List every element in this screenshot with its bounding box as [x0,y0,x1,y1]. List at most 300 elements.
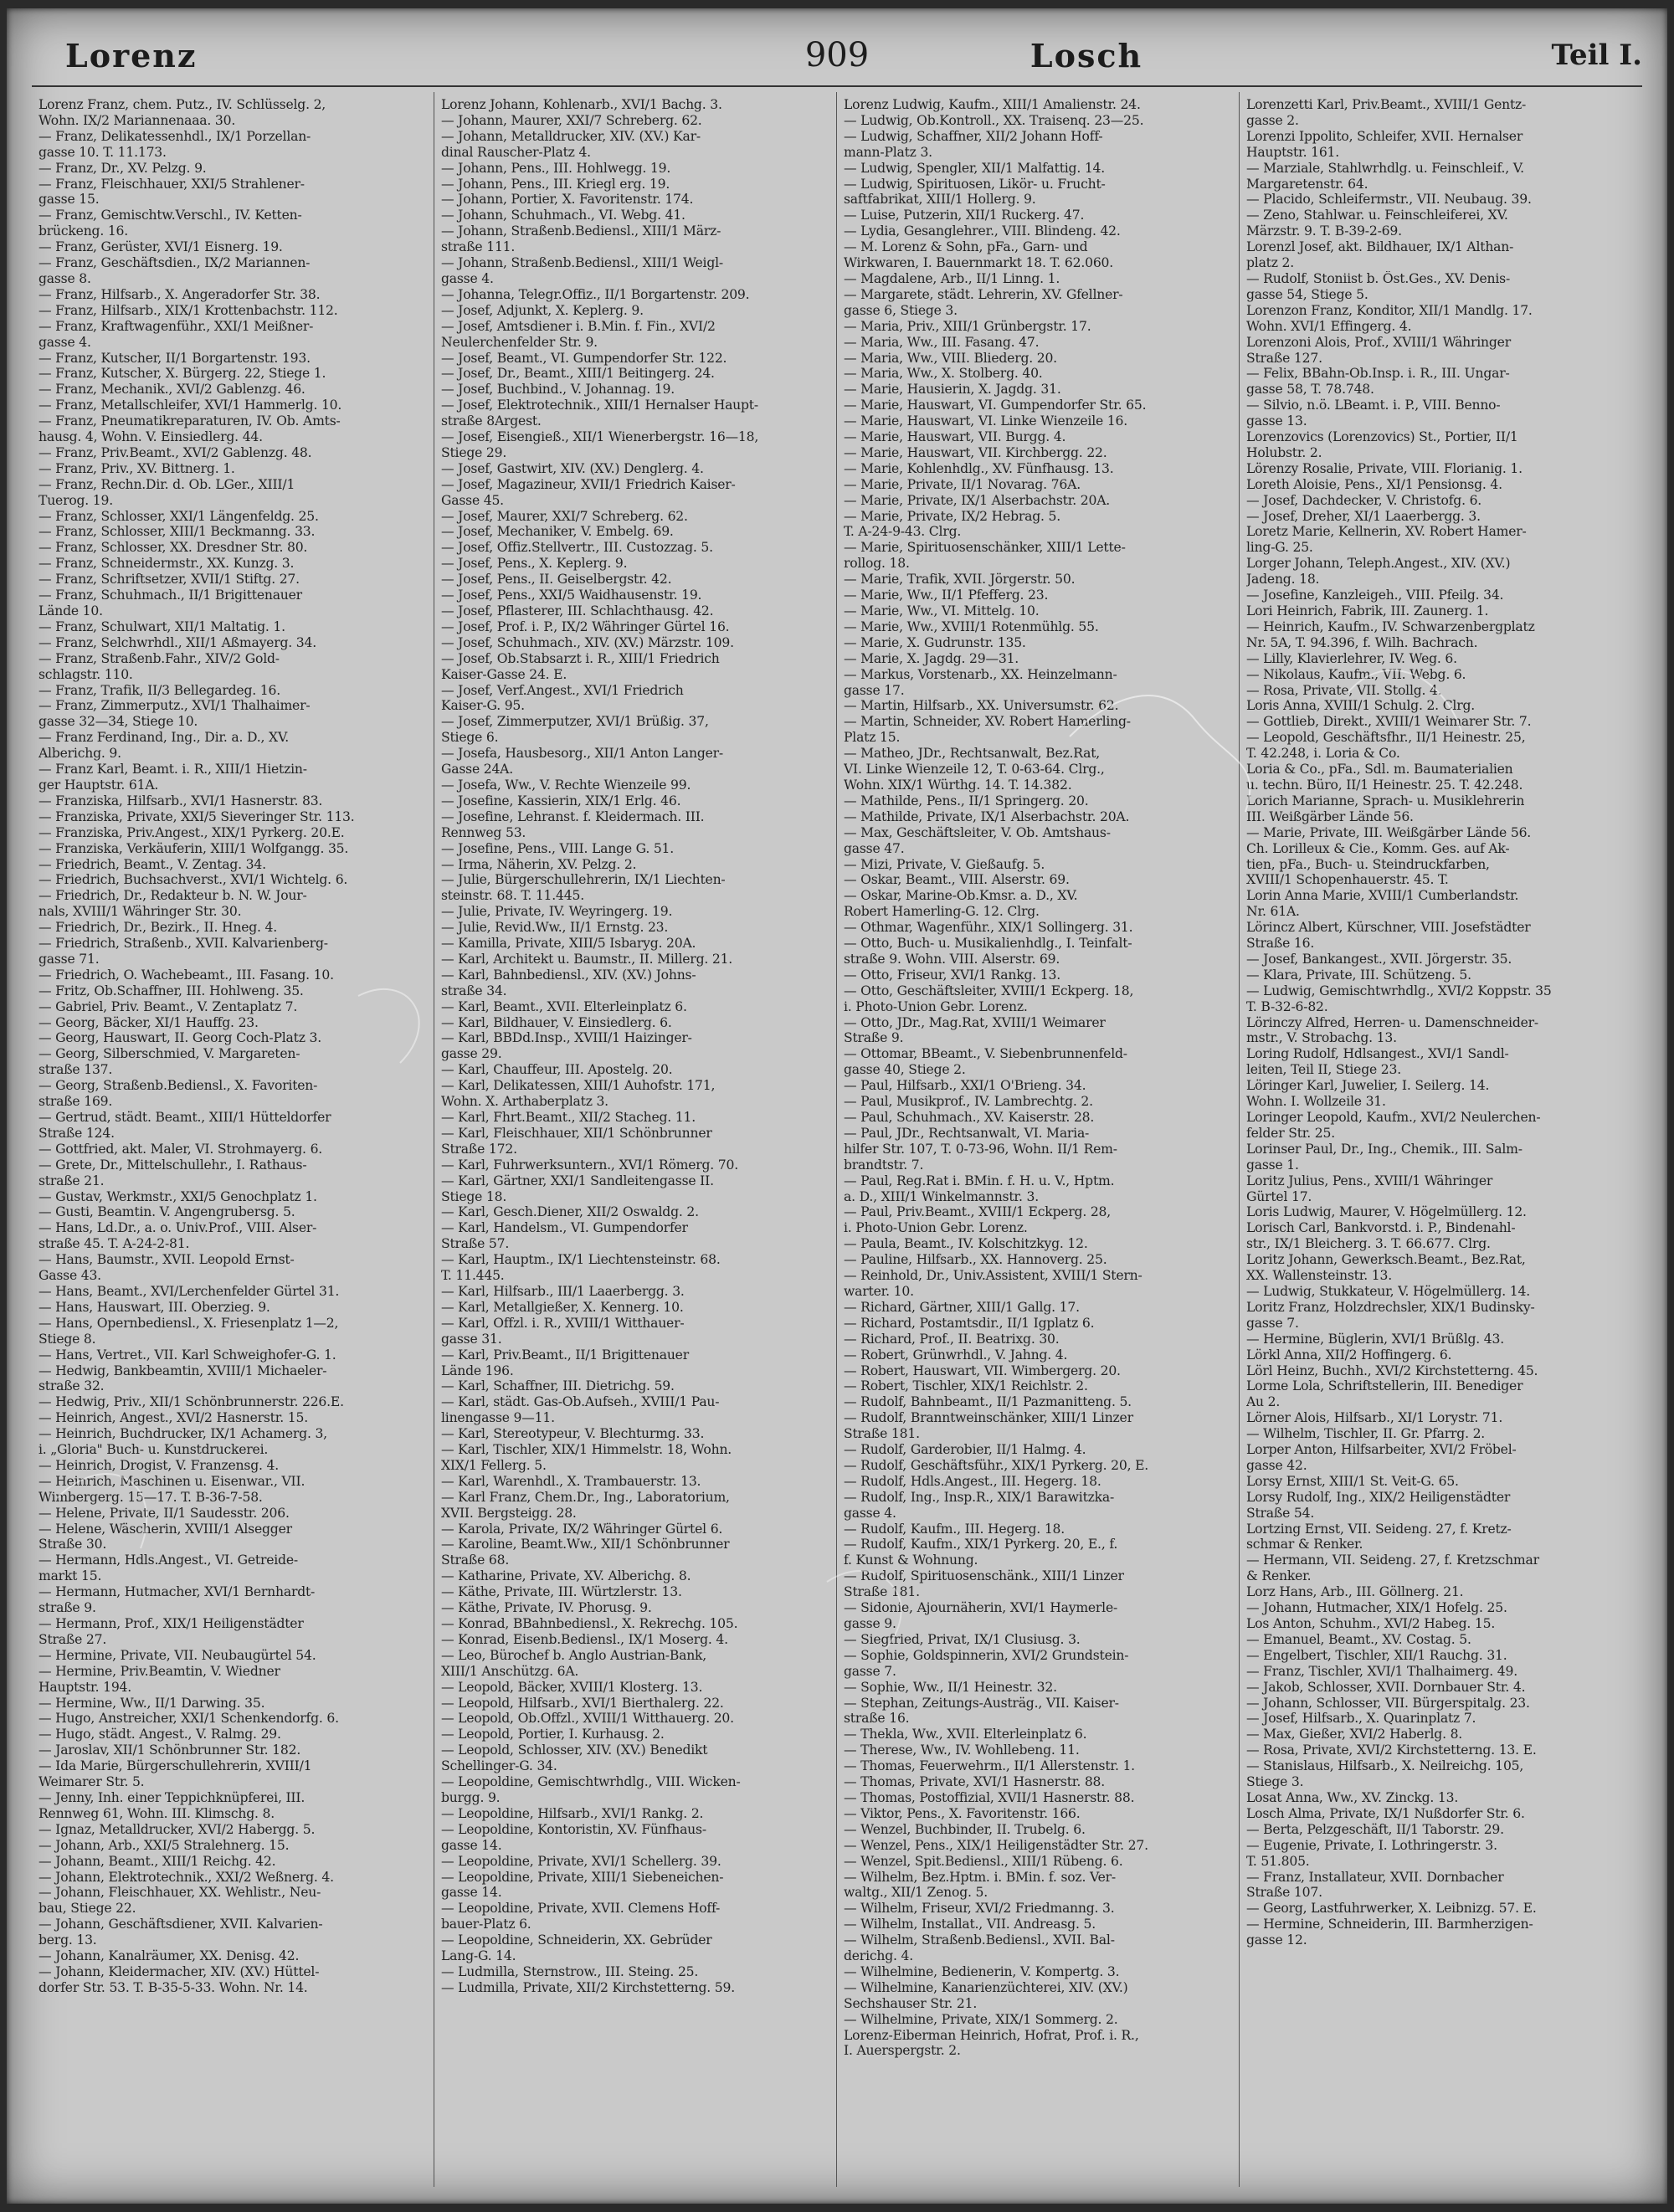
directory-entry-line: — Heinrich, Maschinen u. Eisenwar., VII. [39,1473,306,1489]
directory-entry-line: — Leopold, Portier, I. Kurhausg. 2. [441,1727,665,1742]
directory-entry-line: — Hermann, VII. Seideng. 27, f. Kretzschmar [1246,1553,1539,1568]
directory-entry-line: — Marie, Spirituosenschänker, XIII/1 Lette- [844,540,1126,556]
directory-entry-line: — Franz, Fleischhauer, XXI/5 Strahlener- [39,176,305,192]
directory-entry-line: Wohn. I. Wollzeile 31. [1246,1094,1386,1110]
directory-entry-line: straße 16. [844,1711,910,1727]
directory-entry-line: — Robert, Grünwrhdl., V. Jahng. 4. [844,1347,1068,1363]
directory-entry-line: — Franz, Pneumatikreparaturen, IV. Ob. Amts- [39,413,341,429]
directory-entry-line: Straße 54. [1246,1505,1315,1521]
directory-entry-line: — Karl, Bildhauer, V. Einsiedlerg. 6. [441,1014,672,1030]
directory-entry-line: — Jaroslav, XII/1 Schönbrunner Str. 182. [39,1742,301,1758]
directory-entry-line: — Johann, Schuhmach., VI. Webg. 41. [441,208,686,223]
directory-entry-line: — Maria, Ww., III. Fasang. 47. [844,334,1040,350]
directory-entry-line: — Johann, Kanalräumer, XX. Denisg. 42. [39,1948,300,1964]
directory-entry-line: III. Weißgärber Lände 56. [1246,808,1414,824]
directory-entry-line: — Marie, X. Jagdg. 29—31. [844,650,1019,666]
directory-entry-line: schlagstr. 110. [39,666,133,682]
directory-entry-line: — Karl, Hilfsarb., III/1 Laaerbergg. 3. [441,1283,685,1299]
directory-entry-line: — Markus, Vorstenarb., XX. Heinzelmann- [844,666,1117,682]
directory-entry-line: gasse 29. [441,1046,502,1062]
directory-entry-line: — Karl, Architekt u. Baumstr., II. Millerg. 21. [441,951,733,967]
directory-entry-line: — Katharine, Private, XV. Alberichg. 8. [441,1568,691,1584]
directory-entry-line: T. 11.445. [441,1268,505,1284]
directory-entry-line: — Thomas, Private, XVI/1 Hasnerstr. 88. [844,1774,1106,1790]
directory-entry-line: — Franz, Trafik, II/3 Bellegardeg. 16. [39,682,280,698]
directory-entry-line: — Kamilla, Private, XIII/5 Isbaryg. 20A. [441,936,696,952]
column-1 [32,92,434,2187]
directory-entry-line: dorfer Str. 53. T. B-35-5-33. Wohn. Nr. 14. [39,1979,308,1995]
directory-entry-line: — Josefine, Kanzleigeh., VIII. Pfeilg. 34. [1246,588,1504,603]
directory-entry-line: Lörinczy Alfred, Herren- u. Damenschneider- [1246,1014,1538,1030]
directory-entry-line: Lorenz Johann, Kohlenarb., XVI/1 Bachg. 3. [441,97,722,112]
directory-entry-line: bauer-Platz 6. [441,1917,531,1932]
directory-entry-line: Lorisch Carl, Bankvorstd. i. P., Bindenahl- [1246,1220,1516,1236]
directory-entry-line: — Max, Gießer, XVI/2 Haberlg. 8. [1246,1727,1463,1742]
directory-entry-line: — Viktor, Pens., X. Favoritenstr. 166. [844,1805,1081,1821]
directory-entry-line: — Johann, Straßenb.Bediensl., XIII/1 März- [441,223,721,239]
directory-entry-line: — Franz, Gemischtw.Verschl., IV. Ketten- [39,208,302,223]
directory-entry-line: — Karl, städt. Gas-Ob.Aufseh., XVIII/1 Pau- [441,1394,720,1410]
directory-entry-line: VI. Linke Wienzeile 12, T. 0-63-64. Clrg., [844,762,1105,778]
directory-entry-line: — Franz, Metallschleifer, XVI/1 Hammerlg. 10. [39,398,342,413]
directory-entry-line: — Franz, Tischler, XVI/1 Thalhaimerg. 49. [1246,1663,1518,1679]
directory-entry-line: a. D., XIII/1 Winkelmannstr. 3. [844,1188,1039,1204]
directory-entry-line: — Karl, Gärtner, XXI/1 Sandleitengasse II. [441,1173,714,1188]
directory-entry-line: — Josef, Pens., X. Keplerg. 9. [441,556,628,572]
column-4 [1240,92,1642,2187]
directory-entry-line: Sechshauser Str. 21. [844,1995,978,2011]
directory-entry-line: Lorenzoni Alois, Prof., XVIII/1 Währinger [1246,334,1511,350]
directory-entry-line: warter. 10. [844,1283,914,1299]
directory-entry-line: Gasse 24A. [441,762,514,778]
directory-entry-line: — Franz, Gerüster, XVI/1 Eisnerg. 19. [39,239,283,255]
directory-entry-line: — Josef, Zimmerputzer, XVI/1 Brüßig. 37, [441,714,709,730]
directory-entry-line: — Gottlieb, Direkt., XVIII/1 Weimarer Str. 7. [1246,714,1532,730]
directory-entry-line: Lorme Lola, Schriftstellerin, III. Benediger [1246,1378,1523,1394]
directory-entry-line: — Johann, Pens., III. Kriegl erg. 19. [441,176,670,192]
directory-entry-line: Lorenz-Eiberman Heinrich, Hofrat, Prof. i. R., [844,2027,1139,2043]
directory-entry-line: — Leopoldine, Kontoristin, XV. Fünfhaus- [441,1821,706,1837]
directory-entry-line: Lände 196. [441,1363,514,1378]
directory-entry-line: — Hugo, Anstreicher, XXI/1 Schenkendorfg. 6. [39,1711,339,1727]
directory-entry-line: — Johann, Pens., III. Hohlwegg. 19. [441,160,671,176]
directory-entry-line: gasse 14. [441,1837,502,1853]
directory-entry-line: — Robert, Hauswart, VII. Wimbergerg. 20. [844,1363,1121,1378]
directory-entry-line: — Karoline, Beamt.Ww., XII/1 Schönbrunner [441,1537,730,1553]
directory-entry-line: — Franz, Delikatessenhdl., IX/1 Porzellan- [39,128,311,144]
directory-entry-line: & Renker. [1246,1568,1312,1584]
directory-entry-line: — Karl Franz, Chem.Dr., Ing., Laboratorium, [441,1489,730,1505]
directory-entry-line: — Marie, Private, III. Weißgärber Lände 56. [1246,824,1532,840]
directory-entry-line: Lorin Anna Marie, XVIII/1 Cumberlandstr. [1246,888,1519,904]
directory-entry-line: Lorenz Franz, chem. Putz., IV. Schlüsselg. 2, [39,97,326,112]
directory-entry-line: Lörkl Anna, XII/2 Hoffingerg. 6. [1246,1347,1452,1363]
directory-entry-line: — Gusti, Beamtin. V. Angengrubersg. 5. [39,1204,295,1220]
directory-entry-line: Holubstr. 2. [1246,444,1322,460]
directory-entry-line: Wohn. IX/2 Mariannenaaa. 30. [39,112,236,128]
directory-entry-line: Straße 30. [39,1537,107,1553]
directory-entry-line: — Hedwig, Bankbeamtin, XVIII/1 Michaeler- [39,1363,327,1378]
directory-entry-line: — Paul, Hilfsarb., XXI/1 O'Brieng. 34. [844,1078,1086,1094]
directory-entry-line: Lörl Heinz, Buchh., XVI/2 Kirchstetterng. 45. [1246,1363,1538,1378]
column-2 [434,92,837,2187]
directory-entry-line: — Karl, Metallgießer, X. Kennerg. 10. [441,1299,684,1315]
directory-entry-line: Lorich Marianne, Sprach- u. Musiklehrerin [1246,793,1525,808]
directory-entry-line: T. 42.248, i. Loria & Co. [1246,746,1400,762]
directory-entry-line: — Heinrich, Kaufm., IV. Schwarzenbergplatz [1246,618,1535,634]
directory-entry-line: — Gustav, Werkmstr., XXI/5 Genochplatz 1. [39,1188,317,1204]
directory-entry-line: — Leopoldine, Hilfsarb., XVI/1 Rankg. 2. [441,1805,704,1821]
directory-entry-line: Wohn. X. Arthaberplatz 3. [441,1094,608,1110]
directory-entry-line: — Oskar, Beamt., VIII. Alserstr. 69. [844,872,1070,888]
directory-entry-line: — Ignaz, Metalldrucker, XVI/2 Habergg. 5. [39,1821,316,1837]
directory-entry-line: — Friedrich, O. Wachebeamt., III. Fasang. 10. [39,967,334,983]
directory-entry-line: gasse 15. [39,192,100,208]
directory-entry-line: mstr., V. Strobachg. 13. [1246,1030,1397,1046]
directory-entry-line: Straße 172. [441,1141,517,1157]
directory-entry-line: — Josef, Elektrotechnik., XIII/1 Hernalser Haupt- [441,398,758,413]
directory-entry-line: — M. Lorenz & Sohn, pFa., Garn- und [844,239,1088,255]
directory-entry-line: — Jenny, Inh. einer Teppichknüpferei, III. [39,1789,306,1805]
directory-entry-line: — Engelbert, Tischler, XII/1 Rauchg. 31. [1246,1647,1507,1663]
directory-entry-line: — Franz, Schneidermstr., XX. Kunzg. 3. [39,556,295,572]
directory-entry-line: Gürtel 17. [1246,1188,1312,1204]
directory-entry-line: straße 8Argest. [441,413,542,429]
directory-entry-line: i. Photo-Union Gebr. Lorenz. [844,998,1028,1014]
directory-entry-line: — Franz Ferdinand, Ing., Dir. a. D., XV. [39,730,290,746]
directory-entry-line: — Karl, Warenhdl., X. Trambauerstr. 13. [441,1473,701,1489]
directory-entry-line: — Franz, Rechn.Dir. d. Ob. LGer., XIII/1 [39,476,295,492]
directory-entry-line: — Hermine, Private, VII. Neubaugürtel 54. [39,1647,316,1663]
directory-entry-line: — Josef, Eisengieß., XII/1 Wienerbergstr. 16—18, [441,429,759,445]
directory-entry-line: Robert Hamerling-G. 12. Clrg. [844,904,1040,920]
directory-entry-line: — Karl, Priv.Beamt., II/1 Brigittenauer [441,1347,689,1363]
directory-entry-line: gasse 40, Stiege 2. [844,1062,966,1078]
directory-entry-line: XIX/1 Fellerg. 5. [441,1457,547,1473]
directory-entry-line: — Stephan, Zeitungs-Austräg., VII. Kaiser- [844,1695,1119,1711]
directory-entry-line: — Marie, Hauswart, VI. Gumpendorfer Str. 65. [844,398,1147,413]
directory-entry-line: — Otto, Buch- u. Musikalienhdlg., I. Teinfalt- [844,936,1132,952]
directory-entry-line: Straße 27. [39,1631,107,1647]
directory-entry-line: ger Hauptstr. 61A. [39,777,159,793]
directory-entry-line: — Rudolf, Bahnbeamt., II/1 Pazmanitteng. 5. [844,1394,1132,1410]
directory-entry-line: Lorenzi Ippolito, Schleifer, XVII. Hernalser [1246,128,1523,144]
directory-entry-line: — Mathilde, Pens., II/1 Springerg. 20. [844,793,1089,808]
directory-entry-line: burgg. 9. [441,1789,501,1805]
directory-entry-line: — Josef, Gastwirt, XIV. (XV.) Denglerg. 4. [441,460,704,476]
directory-entry-line: — Rudolf, Ing., Insp.R., XIX/1 Barawitzka- [844,1489,1115,1505]
directory-entry-line: — Marie, Ww., II/1 Pfefferg. 23. [844,588,1049,603]
directory-entry-line: — Karl, Fhrt.Beamt., XII/2 Stacheg. 11. [441,1110,696,1125]
directory-entry-line: — Marie, Private, IX/2 Hebrag. 5. [844,508,1060,524]
directory-entry-line: — Hermann, Hdls.Angest., VI. Getreide- [39,1553,298,1568]
directory-entry-line: bau, Stiege 22. [39,1901,136,1917]
directory-entry-line: — Marie, X. Gudrunstr. 135. [844,634,1026,650]
directory-entry-line: — Leo, Bürochef b. Anglo Austrian-Bank, [441,1647,707,1663]
directory-entry-line: — Pauline, Hilfsarb., XX. Hannoverg. 25. [844,1252,1107,1268]
directory-entry-line: — Hedwig, Priv., XII/1 Schönbrunnerstr. 226.E. [39,1394,344,1410]
directory-entry-line: — Marie, Private, II/1 Novarag. 76A. [844,476,1081,492]
directory-entry-line: berg. 13. [39,1932,97,1948]
directory-entry-line: — Johann, Straßenb.Bediensl., XIII/1 Weigl- [441,255,723,271]
directory-entry-line: Loris Anna, XVIII/1 Schulg. 2. Clrg. [1246,698,1476,714]
directory-entry-line: gasse 4. [39,334,91,350]
directory-entry-line: nals, XVIII/1 Währinger Str. 30. [39,904,242,920]
directory-entry-line: gasse 7. [1246,1315,1299,1331]
directory-entry-line: gasse 4. [844,1505,896,1521]
directory-entry-line: steinstr. 68. T. 11.445. [441,888,584,904]
directory-entry-line: Straße 68. [441,1553,510,1568]
directory-entry-line: — Karl, Fleischhauer, XII/1 Schönbrunner [441,1125,712,1141]
directory-entry-line: — Johann, Portier, X. Favoritenstr. 174. [441,192,694,208]
directory-entry-line: — Leopold, Bäcker, XVIII/1 Klosterg. 13. [441,1679,703,1695]
directory-entry-line: — Rosa, Private, VII. Stollg. 4. [1246,682,1442,698]
directory-entry-line: — Josefine, Pens., VIII. Lange G. 51. [441,840,675,856]
directory-entry-line: — Heinrich, Drogist, V. Franzensg. 4. [39,1457,279,1473]
directory-entry-line: — Josefa, Ww., V. Rechte Wienzeile 99. [441,777,691,793]
directory-entry-line: — Karl, BBDd.Insp., XVIII/1 Haizinger- [441,1030,692,1046]
directory-entry-line: — Martin, Schneider, XV. Robert Hamerling- [844,714,1131,730]
directory-entry-line: — Leopoldine, Gemischtwrhdlg., VIII. Wicken- [441,1774,741,1790]
directory-entry-line: — Ludmilla, Private, XII/2 Kirchstetterng. 59. [441,1979,736,1995]
directory-entry-line: — Josef, Schuhmach., XIV. (XV.) Märzstr. 109. [441,634,734,650]
directory-entry-line: Lorenz Ludwig, Kaufm., XIII/1 Amalienstr. 24. [844,97,1141,112]
directory-entry-line: — Mizi, Private, V. Gießaufg. 5. [844,856,1045,872]
directory-entry-line: — Leopold, Hilfsarb., XVI/1 Bierthalerg. 22. [441,1695,724,1711]
directory-entry-line: — Hermine, Schneiderin, III. Barmherzigen- [1246,1917,1533,1932]
directory-entry-line: — Wilhelmine, Kanarienzüchterei, XIV. (XV.) [844,1979,1128,1995]
directory-entry-line: gasse 1. [1246,1157,1299,1173]
directory-entry-line: — Georg, Bäcker, XI/1 Hauffg. 23. [39,1014,259,1030]
directory-entry-line: Lang-G. 14. [441,1948,516,1964]
directory-entry-line: — Eugenie, Private, I. Lothringerstr. 3. [1246,1837,1497,1853]
directory-entry-line: — Rudolf, Stoniist b. Öst.Ges., XV. Denis- [1246,270,1511,286]
directory-entry-line: — Josef, Offiz.Stellvertr., III. Custozzag. 5. [441,540,713,556]
directory-entry-line: — Franziska, Hilfsarb., XVI/1 Hasnerstr. 83. [39,793,323,808]
directory-entry-line: — Karl, Stereotypeur, V. Blechturmg. 33. [441,1426,705,1442]
directory-entry-line: gasse 17. [844,682,905,698]
directory-entry-line: Straße 16. [1246,936,1315,952]
directory-entry-line: — Josefa, Hausbesorg., XII/1 Anton Langer- [441,746,723,762]
directory-entry-line: Lörenzy Rosalie, Private, VIII. Florianig. 1. [1246,460,1523,476]
directory-entry-line: — Josef, Mechaniker, V. Embelg. 69. [441,524,674,540]
directory-entry-line: — Gabriel, Priv. Beamt., V. Zentaplatz 7. [39,998,298,1014]
directory-entry-line: straße 9. [39,1600,96,1616]
directory-entry-line: — Richard, Prof., II. Beatrixg. 30. [844,1331,1060,1347]
directory-entry-line: Stiege 18. [441,1188,507,1204]
directory-entry-line: Lörner Alois, Hilfsarb., XI/1 Lorystr. 71. [1246,1410,1503,1426]
directory-entry-line: Lortzing Ernst, VII. Seideng. 27, f. Kretz- [1246,1521,1512,1537]
directory-entry-line: — Josef, Buchbind., V. Johannag. 19. [441,382,675,398]
directory-entry-line: — Martin, Hilfsarb., XX. Universumstr. 62. [844,698,1119,714]
directory-entry-line: — Marie, Hausierin, X. Jagdg. 31. [844,382,1061,398]
directory-entry-line: — Karl, Tischler, XIX/1 Himmelstr. 18, Wohn. [441,1442,732,1458]
directory-entry-line: Loring Rudolf, Hdlsangest., XVI/1 Sandl- [1246,1046,1509,1062]
directory-entry-line: Gasse 45. [441,492,504,508]
directory-entry-line: Lorsy Ernst, XIII/1 St. Veit-G. 65. [1246,1473,1459,1489]
directory-entry-line: — Johanna, Telegr.Offiz., II/1 Borgartenstr. 209. [441,286,750,302]
directory-entry-line: XIII/1 Anschützg. 6A. [441,1663,579,1679]
directory-entry-line: Straße 107. [1246,1885,1322,1901]
directory-entry-line: — Stanislaus, Hilfsarb., X. Neilreichg. 105, [1246,1758,1524,1774]
directory-entry-line: — Hans, Ld.Dr., a. o. Univ.Prof., VIII. Alser- [39,1220,317,1236]
directory-entry-line: — Thekla, Ww., XVII. Elterleinplatz 6. [844,1727,1087,1742]
directory-entry-line: — Ottomar, BBeamt., V. Siebenbrunnenfeld- [844,1046,1127,1062]
directory-entry-line: — Rudolf, Hdls.Angest., III. Hegerg. 18. [844,1473,1101,1489]
directory-entry-line: — Paul, Schuhmach., XV. Kaiserstr. 28. [844,1110,1095,1125]
directory-entry-line: — Leopoldine, Private, XVI/1 Schellerg. 39. [441,1853,721,1869]
directory-entry-line: Kaiser-Gasse 24. E. [441,666,567,682]
directory-entry-line: — Franz, Schuhmach., II/1 Brigittenauer [39,588,302,603]
directory-entry-line: — Wilhelm, Friseur, XVI/2 Friedmanng. 3. [844,1901,1115,1917]
directory-entry-line: — Leopoldine, Schneiderin, XX. Gebrüder [441,1932,712,1948]
directory-entry-line: — Josef, Prof. i. P., IX/2 Währinger Gürtel 16. [441,618,730,634]
directory-entry-line: straße 111. [441,239,516,255]
directory-entry-line: Ch. Lorilleux & Cie., Komm. Ges. auf Ak- [1246,840,1510,856]
column-3 [837,92,1240,2187]
directory-entry-line: — Hans, Baumstr., XVII. Leopold Ernst- [39,1252,295,1268]
directory-entry-line: — Franz, Geschäftsdien., IX/2 Mariannen- [39,255,311,271]
directory-entry-line: — Hugo, städt. Angest., V. Ralmg. 29. [39,1727,281,1742]
directory-entry-line: T. A-24-9-43. Clrg. [844,524,962,540]
directory-entry-line: — Marie, Hauswart, VI. Linke Wienzeile 16. [844,413,1127,429]
directory-entry-line: Loretz Marie, Kellnerin, XV. Robert Hamer- [1246,524,1527,540]
directory-entry-line: — Thomas, Postoffizial, XVII/1 Hasnerstr. 88. [844,1789,1135,1805]
directory-entry-line: — Johann, Beamt., XIII/1 Reichg. 42. [39,1853,276,1869]
directory-entry-line: — Karl, Gesch.Diener, XII/2 Oswaldg. 2. [441,1204,699,1220]
directory-entry-line: — Heinrich, Angest., XVI/2 Hasnerstr. 15. [39,1410,308,1426]
directory-entry-line: — Margarete, städt. Lehrerin, XV. Gfellner- [844,286,1123,302]
directory-entry-line: — Julie, Private, IV. Weyringerg. 19. [441,904,673,920]
directory-entry-line: Löringer Karl, Juwelier, I. Seilerg. 14. [1246,1078,1490,1094]
directory-entry-line: Tuerog. 19. [39,492,114,508]
directory-entry-line: — Hermine, Priv.Beamtin, V. Wiedner [39,1663,280,1679]
directory-entry-line: Los Anton, Schuhm., XVI/2 Habeg. 15. [1246,1616,1496,1631]
directory-entry-line: — Ludwig, Ob.Kontroll., XX. Traisenq. 23—25. [844,112,1144,128]
directory-entry-line: — Hermann, Hutmacher, XVI/1 Bernhardt- [39,1584,316,1600]
directory-entry-line: — Jakob, Schlosser, XVII. Dornbauer Str. 4. [1246,1679,1526,1695]
directory-entry-line: — Richard, Gärtner, XIII/1 Gallg. 17. [844,1299,1080,1315]
directory-entry-line: — Josef, Pens., II. Geiselbergstr. 42. [441,572,672,588]
directory-entry-line: f. Kunst & Wohnung. [844,1553,978,1568]
directory-entry-line: straße 45. T. A-24-2-81. [39,1236,190,1252]
directory-entry-line: — Wilhelm, Straßenb.Bediensl., XVII. Bal- [844,1932,1115,1948]
directory-entry-line: — Otto, Geschäftsleiter, XVIII/1 Eckperg. 18, [844,983,1134,998]
directory-entry-line: Lorinser Paul, Dr., Ing., Chemik., III. Salm- [1246,1141,1523,1157]
directory-entry-line: — Karl, Schaffner, III. Dietrichg. 59. [441,1378,675,1394]
directory-entry-line: — Therese, Ww., IV. Wohllebeng. 11. [844,1742,1080,1758]
directory-entry-line: — Silvio, n.ö. LBeamt. i. P., VIII. Benno- [1246,398,1501,413]
directory-entry-line: straße 169. [39,1094,113,1110]
directory-entry-line: — Irma, Näherin, XV. Pelzg. 2. [441,856,637,872]
directory-entry-line: — Ludwig, Spirituosen, Likör- u. Frucht- [844,176,1106,192]
directory-entry-line: gasse 14. [441,1885,502,1901]
directory-entry-line: Loritz Franz, Holzdrechsler, XIX/1 Budinsky- [1246,1299,1535,1315]
directory-entry-line: platz 2. [1246,255,1294,271]
directory-entry-line: — Wilhelmine, Private, XIX/1 Sommerg. 2. [844,2011,1118,2027]
directory-entry-line: Loritz Julius, Pens., XVIII/1 Währinger [1246,1173,1493,1188]
directory-entry-line: — Leopold, Ob.Offzl., XVIII/1 Witthauerg. 20. [441,1711,734,1727]
directory-entry-line: waltg., XII/1 Zenog. 5. [844,1885,988,1901]
directory-entry-line: Straße 57. [441,1236,510,1252]
directory-entry-line: — Wilhelm, Installat., VII. Andreasg. 5. [844,1917,1096,1932]
directory-entry-line: u. techn. Büro, II/1 Heinestr. 25. T. 42.248. [1246,777,1523,793]
directory-entry-line: Loritz Johann, Gewerksch.Beamt., Bez.Rat, [1246,1252,1526,1268]
directory-entry-line: — Ludwig, Stukkateur, V. Högelmüllerg. 14. [1246,1283,1530,1299]
directory-entry-line: gasse 47. [844,840,905,856]
directory-entry-line: — Karl, Fuhrwerksuntern., XVI/1 Römerg. 70. [441,1157,738,1173]
directory-entry-line: — Friedrich, Beamt., V. Zentag. 34. [39,856,266,872]
directory-entry-line: — Sophie, Ww., II/1 Heinestr. 32. [844,1679,1057,1695]
directory-entry-line: gasse 32—34, Stiege 10. [39,714,198,730]
directory-entry-line: — Paul, Musikprof., IV. Lambrechtg. 2. [844,1094,1093,1110]
directory-entry-line: Wirkwaren, I. Bauernmarkt 18. T. 62.060. [844,255,1114,271]
directory-entry-line: — Hermann, Prof., XIX/1 Heiligenstädter [39,1616,304,1631]
directory-entry-line: XVII. Bergsteigg. 28. [441,1505,577,1521]
directory-entry-line: — Oskar, Marine-Ob.Kmsr. a. D., XV. [844,888,1078,904]
directory-entry-line: Gasse 43. [39,1268,101,1284]
directory-entry-line: Lorenzetti Karl, Priv.Beamt., XVIII/1 Gentz- [1246,97,1527,112]
directory-entry-line: — Johann, Metalldrucker, XIV. (XV.) Kar- [441,128,701,144]
directory-entry-line: Au 2. [1246,1394,1281,1410]
directory-entry-line: tien, pFa., Buch- u. Steindruckfarben, [1246,856,1490,872]
directory-entry-line: — Wilhelm, Tischler, II. Gr. Pfarrg. 2. [1246,1426,1486,1442]
directory-entry-line: — Johann, Schlosser, VII. Bürgerspitalg. 23. [1246,1695,1530,1711]
directory-entry-line: — Johann, Geschäftsdiener, XVII. Kalvarien- [39,1917,323,1932]
directory-entry-line: — Sidonie, Ajournäherin, XVI/1 Haymerle- [844,1600,1118,1616]
directory-entry-line: Weimarer Str. 5. [39,1774,145,1790]
directory-entry-line: — Gottfried, akt. Maler, VI. Strohmayerg. 6. [39,1141,323,1157]
directory-entry-line: Lände 10. [39,603,103,618]
directory-entry-line: — Siegfried, Privat, IX/1 Clusiusg. 3. [844,1631,1081,1647]
directory-entry-line: — Franz, Selchwrhdl., XII/1 Aßmayerg. 34. [39,634,316,650]
directory-entry-line: Straße 127. [1246,350,1322,366]
directory-entry-line: Straße 124. [39,1125,115,1141]
directory-entry-line: — Marie, Private, IX/1 Alserbachstr. 20A. [844,492,1111,508]
directory-entry-line: — Georg, Lastfuhrwerker, X. Leibnizg. 57. E. [1246,1901,1537,1917]
directory-entry-line: — Rudolf, Kaufm., XIX/1 Pyrkerg. 20, E., f. [844,1537,1118,1553]
directory-entry-line: — Wenzel, Buchbinder, II. Trubelg. 6. [844,1821,1086,1837]
directory-entry-line: straße 21. [39,1173,105,1188]
directory-entry-line: — Ludmilla, Sternstrow., III. Steing. 25. [441,1963,699,1979]
directory-entry-line: T. 51.805. [1246,1853,1310,1869]
directory-entry-line: — Josef, Bankangest., XVII. Jörgerstr. 35. [1246,951,1512,967]
directory-entry-line: — Konrad, Eisenb.Bediensl., IX/1 Moserg. 4. [441,1631,728,1647]
directory-entry-line: — Josef, Amtsdiener i. B.Min. f. Fin., XVI/2 [441,318,716,334]
directory-entry-line: — Rudolf, Kaufm., III. Hegerg. 18. [844,1521,1066,1537]
directory-entry-line: Platz 15. [844,730,901,746]
directory-entry-line: — Franz, Straßenb.Fahr., XIV/2 Gold- [39,650,280,666]
directory-entry-line: gasse 4. [441,270,494,286]
directory-entry-line: — Marie, Ww., VI. Mittelg. 10. [844,603,1040,618]
directory-entry-line: Wohn. XVI/1 Effingerg. 4. [1246,318,1412,334]
directory-entry-line: — Marie, Ww., XVIII/1 Rotenmühlg. 55. [844,618,1099,634]
directory-entry-line: — Mathilde, Private, IX/1 Alserbachstr. 20A. [844,808,1130,824]
directory-entry-line: — Placido, Schleifermstr., VII. Neubaug. 39. [1246,192,1532,208]
directory-entry-line: Wohn. XIX/1 Würthg. 14. T. 14.382. [844,777,1072,793]
directory-entry-line: — Max, Geschäftsleiter, V. Ob. Amtshaus- [844,824,1111,840]
directory-entry-line: Lori Heinrich, Fabrik, III. Zaunerg. 1. [1246,603,1489,618]
directory-entry-line: gasse 2. [1246,112,1299,128]
directory-entry-line: — Franz Karl, Beamt. i. R., XIII/1 Hietzin- [39,762,307,778]
directory-entry-line: — Helene, Private, II/1 Saudesstr. 206. [39,1505,290,1521]
directory-entry-line: Lorenzovics (Lorenzovics) St., Portier, II/1 [1246,429,1518,445]
directory-entry-line: — Maria, Ww., VIII. Bliederg. 20. [844,350,1057,366]
directory-entry-line: — Friedrich, Buchsachverst., XVI/1 Wichtelg. 6. [39,872,348,888]
directory-entry-line: — Thomas, Feuerwehrm., II/1 Allerstenstr. 1. [844,1758,1135,1774]
directory-entry-line: — Rudolf, Geschäftsführ., XIX/1 Pyrkerg. 20, E. [844,1457,1149,1473]
directory-entry-line: Loris Ludwig, Maurer, V. Högelmüllerg. 12. [1246,1204,1527,1220]
